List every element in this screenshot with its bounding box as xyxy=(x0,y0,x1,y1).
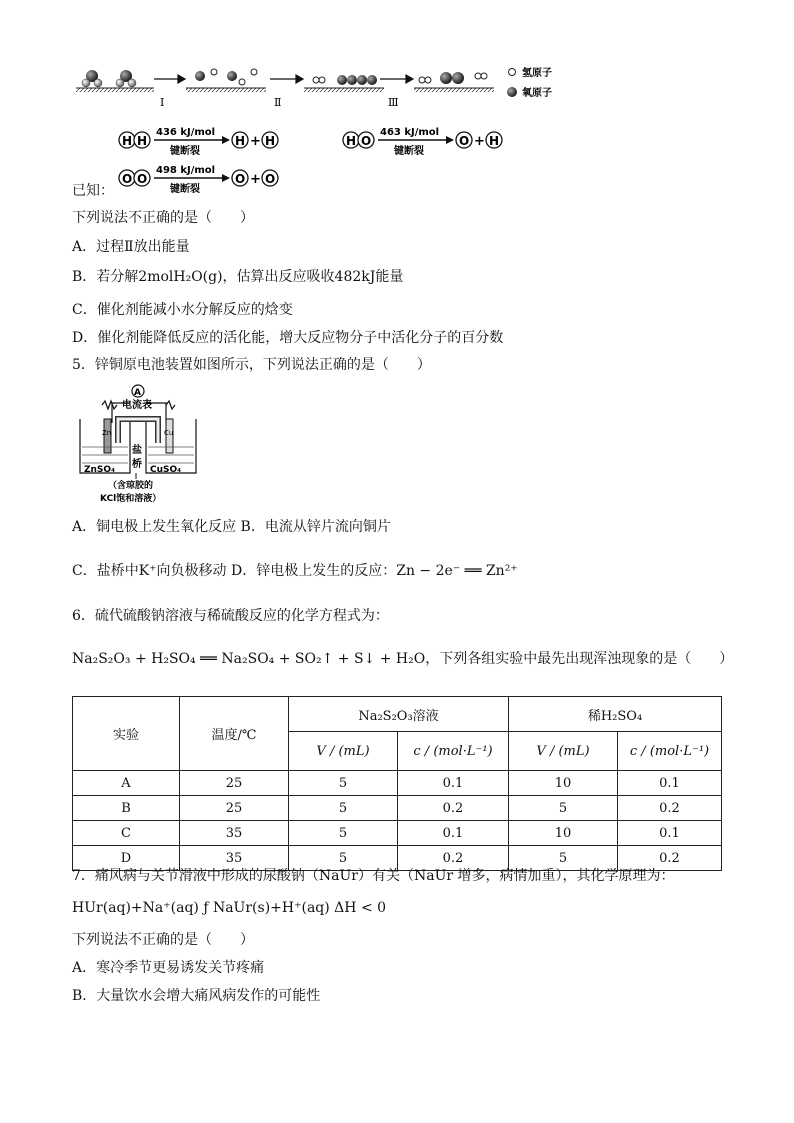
q7-option-b: B．大量饮水会增大痛风病发作的可能性 xyxy=(72,988,321,1004)
table-cell: 35 xyxy=(180,846,289,871)
q6-equation: Na₂S₂O₃ + H₂SO₄ ══ Na₂SO₄ + SO₂↑ + S↓ + H₂O，下列各组实验中最先出现浑浊现象的是（ ） xyxy=(72,651,734,667)
ammeter-symbol: A xyxy=(134,388,141,398)
cu-label: Cu xyxy=(164,429,174,437)
col-experiment: 实验 xyxy=(73,697,180,771)
table-cell: D xyxy=(73,846,180,871)
bond-energy-HH: 436 kJ/mol xyxy=(156,127,216,138)
table-cell: C xyxy=(73,821,180,846)
svg-text:O: O xyxy=(265,172,276,186)
table-cell: 0.1 xyxy=(398,771,509,796)
group-na2s2o3: Na₂S₂O₃溶液 xyxy=(289,697,509,732)
bond-HH xyxy=(119,127,278,157)
svg-text:H: H xyxy=(235,134,246,148)
col-temperature: 温度/℃ xyxy=(180,697,289,771)
bond-OO xyxy=(119,165,278,195)
group-h2so4: 稀H₂SO₄ xyxy=(509,697,722,732)
table-cell: 0.2 xyxy=(618,846,722,871)
q5-options-ab: A．铜电极上发生氧化反应 B．电流从锌片流向铜片 xyxy=(72,519,391,535)
stage-label-2: Ⅱ xyxy=(274,96,282,109)
bond-HO xyxy=(343,127,502,157)
table-cell: 5 xyxy=(289,846,398,871)
q7-question: 下列说法不正确的是（ ） xyxy=(72,932,254,948)
galvanic-cell-figure xyxy=(74,383,202,505)
bond-energy-HO: 463 kJ/mol xyxy=(380,127,440,138)
caption-line-1: （含琼胶的 xyxy=(108,481,154,491)
q4-option-c: C．催化剂能减小水分解反应的焓变 xyxy=(72,302,293,318)
salt-bridge-label-1: 盐 xyxy=(132,445,142,456)
q4-stem: 下列说法不正确的是（ ） xyxy=(72,210,254,226)
sub-c-1: c / (mol·L⁻¹) xyxy=(398,732,509,771)
svg-text:O: O xyxy=(361,134,372,148)
table-cell: 35 xyxy=(180,821,289,846)
table-cell: 5 xyxy=(289,771,398,796)
table-cell: 5 xyxy=(289,796,398,821)
sub-c-2: c / (mol·L⁻¹) xyxy=(618,732,722,771)
experiment-table xyxy=(72,696,722,871)
bond-note-HH: 键断裂 xyxy=(170,146,200,157)
svg-text:+: + xyxy=(250,134,261,149)
svg-text:H: H xyxy=(122,134,133,148)
table-cell: 0.2 xyxy=(398,796,509,821)
table-cell: 25 xyxy=(180,796,289,821)
known-label: 已知： xyxy=(72,183,114,199)
stage-label-1: I xyxy=(160,96,165,109)
svg-text:H: H xyxy=(346,134,357,148)
q4-option-b: B．若分解2molH₂O(g)，估算出反应吸收482kJ能量 xyxy=(72,269,404,285)
stage-label-3: Ⅲ xyxy=(388,96,399,109)
q5-options-cd: C．盐桥中K⁺向负极移动 D．锌电极上发生的反应：Zn − 2e⁻ ══ Zn²⁺ xyxy=(72,563,518,579)
separated-atoms xyxy=(195,69,257,85)
svg-text:+: + xyxy=(250,172,261,187)
legend-hydrogen: 氢原子 xyxy=(522,68,552,79)
sub-v-1: V / (mL) xyxy=(289,732,398,771)
table-cell: 10 xyxy=(509,771,618,796)
water-splitting-figure xyxy=(74,62,574,200)
zn-label: Zn xyxy=(102,429,112,437)
q6-stem: 6．硫代硫酸钠溶液与稀硫酸反应的化学方程式为： xyxy=(72,608,389,624)
table-cell: 0.1 xyxy=(618,821,722,846)
catalyst-surface xyxy=(76,88,494,92)
znso4-label: ZnSO₄ xyxy=(84,465,116,475)
bond-energy-OO: 498 kJ/mol xyxy=(156,165,216,176)
product-molecules xyxy=(419,72,487,84)
sub-v-2: V / (mL) xyxy=(509,732,618,771)
q5-stem: 5．锌铜原电池装置如图所示，下列说法正确的是（ ） xyxy=(72,357,431,373)
table-cell: 0.2 xyxy=(398,846,509,871)
table-cell: 5 xyxy=(509,796,618,821)
svg-text:O: O xyxy=(137,172,148,186)
table-row xyxy=(73,821,722,846)
q7-stem: 7．痛风病与关节滑液中形成的尿酸钠（NaUr）有关（NaUr 增多，病情加重），其化学原理为： xyxy=(72,868,675,884)
svg-text:O: O xyxy=(122,172,133,186)
ammeter-label: 电流表 xyxy=(122,400,152,411)
svg-text:O: O xyxy=(235,172,246,186)
svg-text:+: + xyxy=(474,134,485,149)
legend xyxy=(507,66,552,99)
table-row xyxy=(73,796,722,821)
recombining-atoms xyxy=(313,75,377,85)
table-cell: A xyxy=(73,771,180,796)
table-cell: 10 xyxy=(509,821,618,846)
table-cell: 5 xyxy=(289,821,398,846)
bond-note-OO: 键断裂 xyxy=(170,184,200,195)
q4-option-d: D．催化剂能降低反应的活化能，增大反应物分子中活化分子的百分数 xyxy=(72,330,504,346)
bond-note-HO: 键断裂 xyxy=(394,146,424,157)
table-cell: 25 xyxy=(180,771,289,796)
salt-bridge-label-2: 桥 xyxy=(132,459,142,470)
water-molecules xyxy=(82,70,136,87)
cuso4-label: CuSO₄ xyxy=(150,465,182,475)
svg-text:H: H xyxy=(137,134,148,148)
table-cell: 0.1 xyxy=(398,821,509,846)
q7-option-a: A．寒冷季节更易诱发关节疼痛 xyxy=(72,960,265,976)
svg-text:O: O xyxy=(459,134,470,148)
legend-oxygen: 氧原子 xyxy=(522,88,552,99)
svg-text:H: H xyxy=(265,134,276,148)
caption-line-2: KCl饱和溶液） xyxy=(100,494,162,504)
q7-equation: HUr(aq)+Na⁺(aq) ƒ NaUr(s)+H⁺(aq) ΔH < 0 xyxy=(72,900,387,916)
table-cell: 0.2 xyxy=(618,796,722,821)
svg-text:H: H xyxy=(489,134,500,148)
q4-option-a: A．过程Ⅱ放出能量 xyxy=(72,239,190,255)
table-row xyxy=(73,771,722,796)
table-cell: B xyxy=(73,796,180,821)
table-cell: 5 xyxy=(509,846,618,871)
table-cell: 0.1 xyxy=(618,771,722,796)
